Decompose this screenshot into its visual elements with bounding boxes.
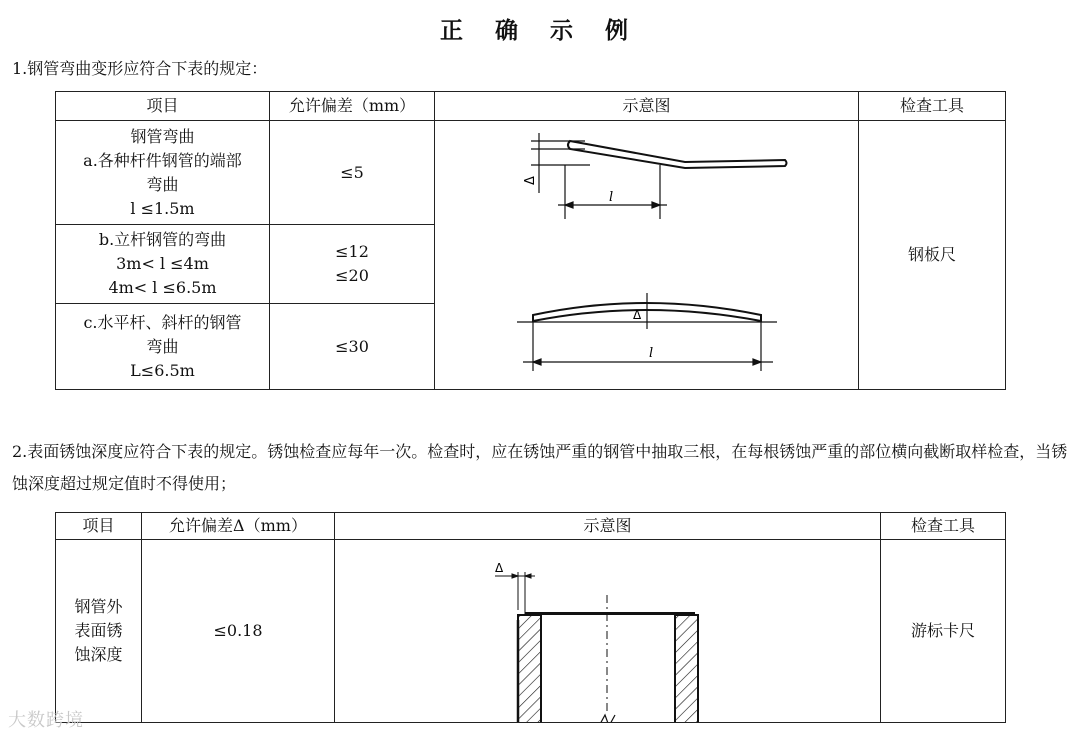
header-item: 项目 [56, 92, 270, 121]
header-tolerance: 允许偏差Δ（mm） [142, 513, 335, 540]
header-tolerance: 允许偏差（mm） [270, 92, 435, 121]
item-line: l ≤1.5m [130, 198, 195, 218]
pipe-bending-diagram [435, 121, 859, 389]
item-line: 钢管弯曲 [130, 126, 195, 146]
tolerance-value: ≤12 [335, 242, 369, 261]
delta-label: Δ [495, 561, 504, 575]
item-line: b.立杆钢管的弯曲 [98, 230, 227, 249]
corrosion-diagram-cell [335, 540, 881, 723]
table-row [56, 121, 1006, 225]
tolerance-value: ≤20 [335, 266, 369, 285]
tool-cell: 钢板尺 [859, 121, 1006, 390]
item-line: 钢管外 [74, 597, 123, 616]
item-line: 3m< l ≤4m [116, 254, 209, 273]
row-item [56, 540, 142, 723]
tool-cell: 游标卡尺 [881, 540, 1006, 723]
pipe-section-diagram [335, 540, 881, 722]
tolerance-value: ≤30 [335, 336, 369, 356]
item-line: 弯曲 [146, 336, 179, 356]
item-line: 表面锈 [74, 621, 123, 640]
header-diagram: 示意图 [335, 513, 881, 540]
item-line: L≤6.5m [130, 360, 195, 380]
item-line: 4m< l ≤6.5m [108, 278, 217, 297]
header-item: 项目 [56, 513, 142, 540]
table-header-row [56, 92, 1006, 121]
section1-intro: 1.钢管弯曲变形应符合下表的规定： [12, 59, 268, 78]
row-tolerance [270, 304, 435, 390]
header-tool: 检查工具 [881, 513, 1006, 540]
table-row [56, 540, 1006, 723]
row-item [56, 121, 270, 225]
bending-diagram-cell [435, 121, 859, 390]
delta-label: Δ [523, 176, 538, 185]
item-line: c.水平杆、斜杆的钢管 [83, 312, 242, 332]
page-title: 正 确 示 例 [439, 18, 641, 44]
item-line: 蚀深度 [74, 645, 123, 664]
item-line: 弯曲 [146, 174, 179, 194]
length-label: l [609, 190, 614, 205]
item-line: a.各种杆件钢管的端部 [83, 150, 242, 170]
corrosion-table [55, 512, 1006, 723]
row-item [56, 304, 270, 390]
header-tool: 检查工具 [859, 92, 1006, 121]
section2-intro: 2.表面锈蚀深度应符合下表的规定。锈蚀检查应每年一次。检查时，应在锈蚀严重的钢管中抽取三根，在每根锈蚀严重的部位横向截断取样检查，当锈蚀深度超过规定值时不得使用； [12, 442, 1068, 493]
bending-table [55, 91, 1006, 390]
watermark: 大数跨境 [8, 710, 84, 731]
header-diagram: 示意图 [435, 92, 859, 121]
row-tolerance [270, 225, 435, 304]
length-label: l [649, 346, 654, 361]
row-tolerance: ≤0.18 [142, 540, 335, 723]
row-tolerance [270, 121, 435, 225]
row-item [56, 225, 270, 304]
delta-label: Δ [633, 308, 642, 322]
tolerance-value: ≤5 [340, 162, 364, 182]
table-header-row [56, 513, 1006, 540]
